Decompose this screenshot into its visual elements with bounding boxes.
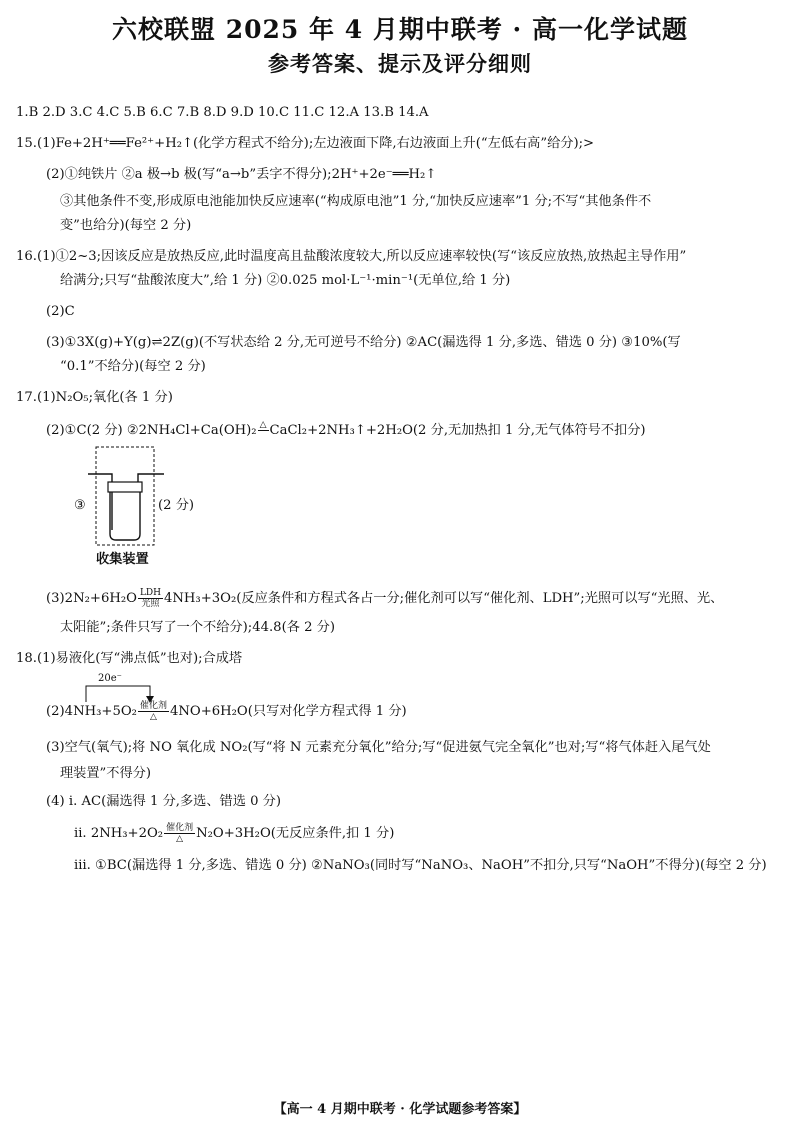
q17-2	[46, 420, 646, 441]
q17-1: 17.(1)N₂O₅;氧化(各 1 分)	[16, 390, 173, 405]
reaction-condition-heat: △	[259, 420, 267, 430]
q15-2: (2)①纯铁片 ②a 极→b 极(写“a→b”丢字不得分);2H⁺+2e⁻══H₂↑	[46, 167, 437, 182]
q16-3-cont: “0.1”不给分)(每空 2 分)	[60, 359, 206, 374]
q17-3	[46, 588, 723, 609]
q18-2	[46, 701, 407, 722]
q15-3-cont: 变”也给分)(每空 2 分)	[60, 218, 192, 233]
q18-1: 18.(1)易液化(写“沸点低”也对);合成塔	[16, 651, 243, 666]
dashed-frame	[96, 447, 154, 545]
answers-mc: 1.B 2.D 3.C 4.C 5.B 6.C 7.B 8.D 9.D 10.C 11.C 12.A 13.B 14.A	[16, 105, 429, 120]
reaction-condition-ldh: $\frac{\text{LDH}}{\text{光照}}$	[139, 588, 161, 609]
q18-4-ii	[74, 823, 394, 844]
q18-4-iii: ⅲ. ①BC(漏选得 1 分,多选、错选 0 分) ②NaNO₃(同时写“NaNO₃、NaOH”不扣分,只写“NaOH”不得分)(每空 2 分)	[74, 858, 767, 873]
stopper	[108, 482, 142, 492]
q16-1-cont: 给满分;只写“盐酸浓度大”,给 1 分) ②0.025 mol·L⁻¹·min⁻¹(无单位,给 1 分)	[60, 273, 511, 288]
page-footer: 【高一 4 月期中联考 · 化学试题参考答案】	[273, 1102, 527, 1117]
reaction-condition-catalyst: $\frac{\text{催化剂}}{\triangle}$	[139, 701, 167, 722]
figure-score: (2 分)	[158, 498, 195, 513]
q18-3-cont: 理装置”不得分)	[60, 766, 152, 781]
q18-4-ii-right: N₂O+3H₂O(无反应条件,扣 1 分)	[196, 826, 395, 841]
q18-4-ii-left: ⅱ. 2NH₃+2O₂	[74, 826, 164, 841]
q17-3-cont: 太阳能”;条件只写了一个不给分);44.8(各 2 分)	[60, 620, 336, 635]
figure-marker: ③	[74, 498, 86, 513]
q16-1: 16.(1)①2~3;因该反应是放热反应,此时温度高且盐酸浓度较大,所以反应速率较快(写“该反应放热,放热起主导作用”	[16, 249, 687, 264]
q15-1: 15.(1)Fe+2H⁺══Fe²⁺+H₂↑(化学方程式不给分);左边液面下降,右边液面上升(“左低右高”给分);>	[16, 136, 595, 151]
page-title: 六校联盟 2025 年 4 月期中联考 · 高一化学试题	[112, 15, 688, 44]
q16-3: (3)①3X(g)+Y(g)⇌2Z(g)(不写状态给 2 分,无可逆号不给分) ②AC(漏选得 1 分,多选、错选 0 分) ③10%(写	[46, 335, 681, 350]
q17-3-left: (3)2N₂+6H₂O	[46, 591, 137, 606]
electron-label: 20e⁻	[98, 673, 122, 684]
q17-3-right: 4NH₃+3O₂(反应条件和方程式各占一分;催化剂可以写“催化剂、LDH”;光照可以写“光照、光、	[163, 591, 724, 606]
q18-4-i: (4) ⅰ. AC(漏选得 1 分,多选、错选 0 分)	[46, 794, 281, 809]
arrow-line	[86, 686, 150, 702]
q16-2: (2)C	[46, 304, 75, 319]
collection-apparatus-figure	[88, 446, 164, 548]
q18-3: (3)空气(氧气);将 NO 氧化成 NO₂(写“将 N 元素充分氧化”给分;写“促进氨气完全氧化”也对;写“将气体赶入尾气处	[46, 740, 711, 755]
q17-2-left: (2)①C(2 分) ②2NH₄Cl+Ca(OH)₂	[46, 423, 257, 438]
page-subtitle: 参考答案、提示及评分细则	[268, 51, 532, 76]
reaction-condition-catalyst-2: $\frac{\text{催化剂}}{\triangle}$	[166, 823, 194, 844]
q18-2-left: (2)4NH₃+5O₂	[46, 704, 137, 719]
bottle	[110, 492, 140, 540]
q15-3: ③其他条件不变,形成原电池能加快反应速率(“构成原电池”1 分,“加快反应速率”1 分;不写“其他条件不	[60, 194, 652, 209]
figure-caption: 收集装置	[96, 552, 149, 567]
q18-2-right: 4NO+6H₂O(只写对化学方程式得 1 分)	[169, 704, 407, 719]
q17-2-right: CaCl₂+2NH₃↑+2H₂O(2 分,无加热扣 1 分,无气体符号不扣分)	[269, 423, 646, 438]
